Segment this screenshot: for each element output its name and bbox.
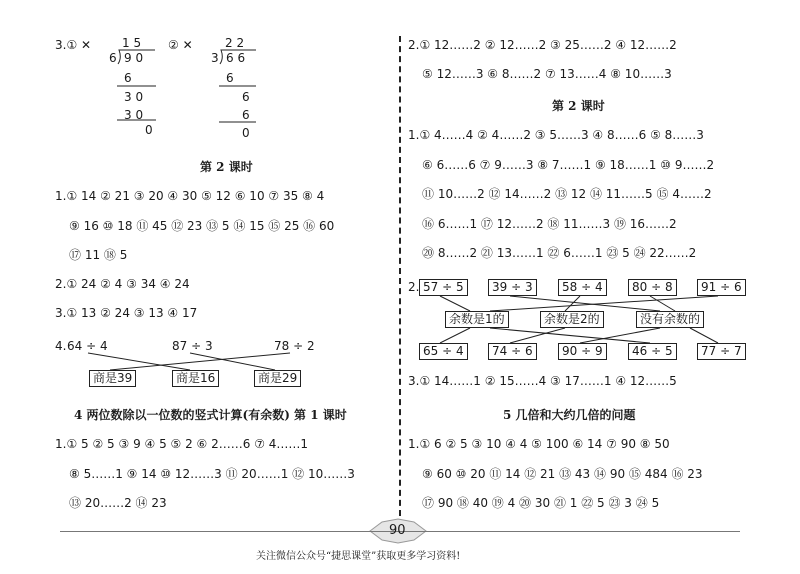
- q4-expr-1: 64 ÷ 4: [67, 339, 108, 353]
- answer-line: ⑪ 10……2 ⑫ 14……2 ⑬ 12 ⑭ 11……5 ⑮ 4……2: [422, 187, 712, 201]
- q3-answer-1: 3.① ✕: [55, 38, 92, 52]
- answer-line: ⑯ 6……1 ⑰ 12……2 ⑱ 11……3 ⑲ 16……2: [422, 217, 677, 231]
- r2-top-2: 39 ÷ 3: [488, 279, 537, 296]
- q4-expr-3: 78 ÷ 2: [274, 339, 315, 353]
- answer-line: 2.① 24 ② 4 ③ 34 ④ 24: [55, 277, 190, 291]
- division-bracket: [220, 50, 256, 64]
- r2-bot-5: 77 ÷ 7: [697, 343, 746, 360]
- footer-note: 关注微信公众号“捷思课堂”获取更多学习资料!: [256, 551, 461, 562]
- answer-line: ⑨ 16 ⑩ 18 ⑪ 45 ⑫ 23 ⑬ 5 ⑭ 15 ⑮ 25 ⑯ 60: [69, 219, 335, 233]
- dividend: 6 6: [226, 51, 246, 65]
- answer-line: ⑤ 12……3 ⑥ 8……2 ⑦ 13……4 ⑧ 10……3: [422, 67, 672, 81]
- divisor: 3: [211, 51, 219, 65]
- dividend: 9 0: [124, 51, 144, 65]
- r2-mid-1: 余数是1的: [445, 311, 509, 328]
- r2-mid-2: 余数是2的: [540, 311, 604, 328]
- connector-line: [580, 328, 660, 343]
- answer-line: ⑨ 60 ⑩ 20 ⑪ 14 ⑫ 21 ⑬ 43 ⑭ 90 ⑮ 484 ⑯ 23: [422, 467, 703, 481]
- r2-top-1: 57 ÷ 5: [419, 279, 468, 296]
- connector-line: [510, 296, 660, 311]
- divisor: 6: [109, 51, 117, 65]
- page-number: 90: [389, 523, 406, 538]
- answer-line: ⑳ 8……2 ㉑ 13……1 ㉒ 6……1 ㉓ 5 ㉔ 22……2: [422, 246, 697, 260]
- r2-top-4: 80 ÷ 8: [628, 279, 677, 296]
- step: 3 0: [124, 108, 144, 122]
- connector-line: [690, 328, 718, 343]
- answer-line: 1.① 14 ② 21 ③ 20 ④ 30 ⑤ 12 ⑥ 10 ⑦ 35 ⑧ 4: [55, 189, 325, 203]
- connector-line: [650, 296, 675, 311]
- answer-line: ⑬ 20……2 ⑭ 23: [69, 496, 167, 510]
- r2-bot-1: 65 ÷ 4: [419, 343, 468, 360]
- chapter-title: 4 两位数除以一位数的竖式计算(有余数) 第 1 课时: [74, 408, 347, 422]
- q4-result-3: 商是29: [254, 370, 301, 387]
- q4-label: 4.: [55, 339, 67, 353]
- quotient: 1 5: [122, 36, 142, 50]
- step: 6: [226, 71, 234, 85]
- division-bracket: [118, 50, 155, 64]
- chapter-title: 5 几倍和大约几倍的问题: [503, 408, 636, 422]
- step: 6: [124, 71, 132, 85]
- r2-top-5: 91 ÷ 6: [697, 279, 746, 296]
- q3-answer-2: ② ✕: [168, 38, 193, 52]
- connector-line: [565, 296, 580, 311]
- answer-line: 3.① 14……1 ② 15……4 ③ 17……1 ④ 12……5: [408, 374, 677, 388]
- connector-line: [440, 328, 470, 343]
- r2-top-3: 58 ÷ 4: [558, 279, 607, 296]
- r2-bot-2: 74 ÷ 6: [488, 343, 537, 360]
- step: 6: [242, 108, 250, 122]
- remainder: 0: [145, 123, 153, 137]
- connector-line: [490, 328, 650, 343]
- step: 6: [242, 90, 250, 104]
- answer-line: 1.① 5 ② 5 ③ 9 ④ 5 ⑤ 2 ⑥ 2……6 ⑦ 4……1: [55, 437, 309, 451]
- remainder: 0: [242, 126, 250, 140]
- quotient: 2 2: [225, 36, 245, 50]
- section-title: 第 2 课时: [552, 99, 605, 113]
- answer-line: ⑥ 6……6 ⑦ 9……3 ⑧ 7……1 ⑨ 18……1 ⑩ 9……2: [422, 158, 715, 172]
- connector-line: [440, 296, 470, 311]
- answer-line: 1.① 4……4 ② 4……2 ③ 5……3 ④ 8……6 ⑤ 8……3: [408, 128, 704, 142]
- r2-mid-3: 没有余数的: [636, 311, 704, 328]
- r2-bot-3: 90 ÷ 9: [558, 343, 607, 360]
- answer-line: 1.① 6 ② 5 ③ 10 ④ 4 ⑤ 100 ⑥ 14 ⑦ 90 ⑧ 50: [408, 437, 670, 451]
- connector-line: [490, 296, 718, 311]
- q4-expr-2: 87 ÷ 3: [172, 339, 213, 353]
- q4-result-1: 商是39: [89, 370, 136, 387]
- answer-line: 3.① 13 ② 24 ③ 13 ④ 17: [55, 306, 198, 320]
- section-title: 第 2 课时: [200, 160, 253, 174]
- answer-line: ⑰ 11 ⑱ 5: [69, 248, 128, 262]
- step: 3 0: [124, 90, 144, 104]
- answer-line: 2.① 12……2 ② 12……2 ③ 25……2 ④ 12……2: [408, 38, 677, 52]
- r2-label: 2.: [408, 280, 420, 294]
- answer-line: ⑰ 90 ⑱ 40 ⑲ 4 ⑳ 30 ㉑ 1 ㉒ 5 ㉓ 3 ㉔ 5: [422, 496, 660, 510]
- q4-result-2: 商是16: [172, 370, 219, 387]
- answer-line: ⑧ 5……1 ⑨ 14 ⑩ 12……3 ⑪ 20……1 ⑫ 10……3: [69, 467, 355, 481]
- r2-bot-4: 46 ÷ 5: [628, 343, 677, 360]
